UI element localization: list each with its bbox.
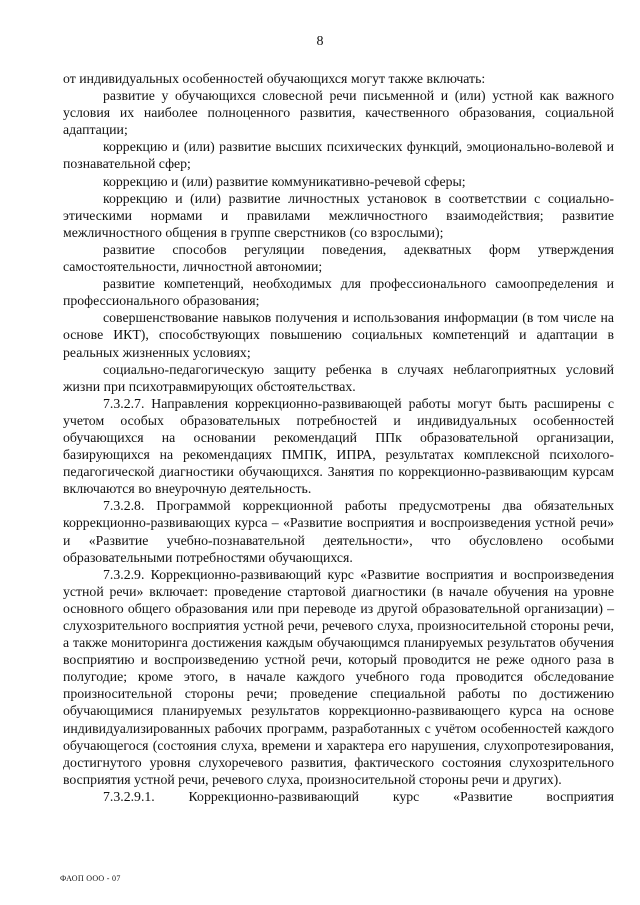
list-item: коррекцию и (или) развитие личностных установок в соответствии с социально-этическими нормами и правилами межличностного взаимодействия; развитие межличностного общения в группе сверстников (со взрослыми); bbox=[63, 190, 614, 240]
list-item: коррекцию и (или) развитие высших психических функций, эмоционально-волевой и познавательной сфер; bbox=[63, 139, 614, 172]
page-number: 8 bbox=[316, 34, 324, 49]
paragraph-7-3-2-8: 7.3.2.8. Программой коррекционной работы предусмотрены два обязательных коррекционно-развивающих курса – «Развитие восприятия и воспроизведения устной речи» и «Развитие учебно-познавательной деятельности», что обусловлено особыми образовательными потребностями обучающихся. bbox=[63, 498, 614, 565]
list-item: развитие у обучающихся словесной речи письменной и (или) устной как важного условия их наиболее полноценного развития, качественного образования, социальной адаптации; bbox=[63, 88, 614, 138]
paragraph-7-3-2-7: 7.3.2.7. Направления коррекционно-развивающей работы могут быть расширены с учетом особых образовательных потребностей и индивидуальных особенностей обучающихся на основании рекомендаций ППк образовательной организации, базирующихся на рекомендациях ПМПК, ИПРА, результатах комплексной психолого-педагогической диагностики обучающихся. Занятия по коррекционно-развивающим курсам включаются во внеурочную деятельность. bbox=[63, 395, 614, 497]
list-item: социально-педагогическую защиту ребенка в случаях неблагоприятных условий жизни при психотравмирующих обстоятельствах. bbox=[63, 361, 614, 394]
paragraph-intro: от индивидуальных особенностей обучающихся могут также включать: bbox=[63, 71, 486, 86]
list-item: коррекцию и (или) развитие коммуникативно-речевой сферы; bbox=[103, 173, 466, 189]
footer-doc-code: ФАОП ООО - 07 bbox=[60, 874, 121, 883]
list-item: совершенствование навыков получения и использования информации (в том числе на основе ИКТ), способствующих повышению социальных компетенций и адаптации в реальных жизненных условиях; bbox=[63, 310, 614, 360]
document-body bbox=[63, 70, 614, 805]
list-item: развитие компетенций, необходимых для профессионального самоопределения и профессионального образования; bbox=[63, 276, 614, 309]
list-item: развитие способов регуляции поведения, адекватных форм утверждения самостоятельности, личностной автономии; bbox=[63, 241, 614, 275]
paragraph-7-3-2-9-1: 7.3.2.9.1. Коррекционно-развивающий курс «Развитие восприятия bbox=[103, 788, 614, 804]
paragraph-7-3-2-9: 7.3.2.9. Коррекционно-развивающий курс «Развитие восприятия и воспроизведения устной речи» включает: проведение стартовой диагностики (в начале обучения на уровне основного общего образования или при переводе из другой образовательной организации) – слухозрительного восприятия устной речи, речевого слуха, произносительной стороны речи, а также мониторинга достижения каждым обучающимся планируемых результатов обучения восприятию и воспроизведению устной речи, который проводится не реже одного раза в полугодие; кроме этого, в начале каждого учебного года проводится обследование произносительной стороны речи; проведение специальной работы по достижению обучающимися планируемых результатов коррекционно-развивающего курса на основе индивидуализированных рабочих программ, разработанных с учётом особенностей каждого обучающегося (состояния слуха, времени и характера его нарушения, слухопротезирования, достигнутого уровня слухоречевого развития, фактического состояния слухозрительного восприятия устной речи, речевого слуха, произносительной стороны речи и других). bbox=[63, 566, 614, 787]
